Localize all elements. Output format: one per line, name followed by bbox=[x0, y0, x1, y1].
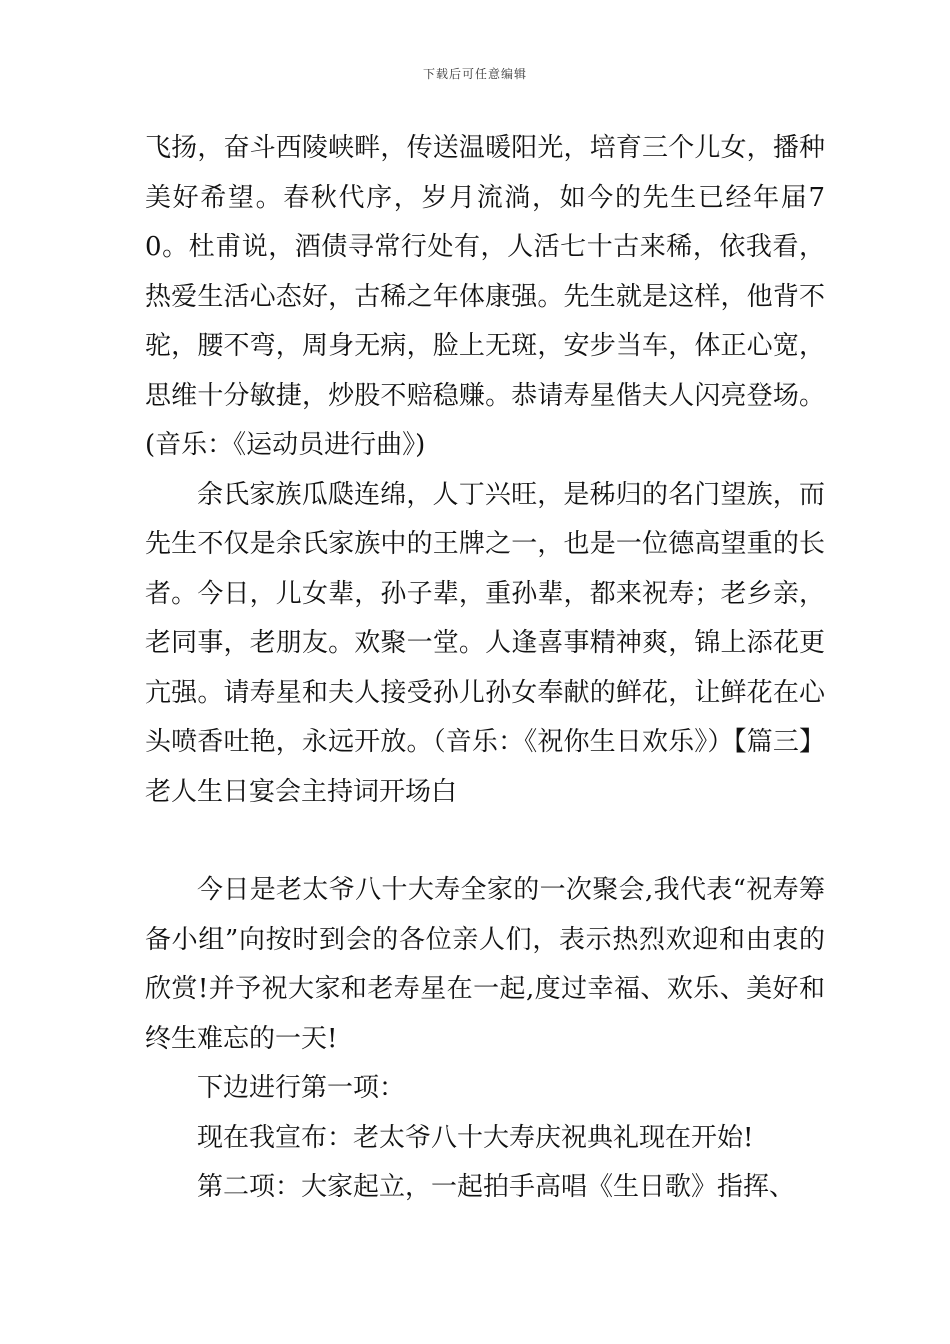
document-body bbox=[145, 124, 825, 1213]
paragraph-3: 今日是老太爷八十大寿全家的一次聚会,我代表“祝寿筹备小组”向按时到会的各位亲人们，表示热烈欢迎和由衷的欣赏!并予祝大家和老寿星在一起,度过幸福、欢乐、美好和终生难忘的一天! bbox=[145, 875, 825, 1054]
paragraph-1: 飞扬，奋斗西陵峡畔，传送温暖阳光，培育三个儿女，播种美好希望。春秋代序，岁月流淌，如今的先生已经年届70。杜甫说，酒债寻常行处有，人活七十古来稀，依我看，热爱生活心态好，古稀之年体康强。先生就是这样，他背不驼，腰不弯，周身无病，脸上无斑，安步当车，体正心宽，思维十分敏捷，炒股不赔稳赚。恭请寿星偕夫人闪亮登场。(音乐：《运动员进行曲》) bbox=[145, 133, 825, 460]
paragraph-2: 余氏家族瓜瓞连绵，人丁兴旺，是秭归的名门望族，而先生不仅是余氏家族中的王牌之一，也是一位德高望重的长者。今日，儿女辈，孙子辈，重孙辈，都来祝寿；老乡亲，老同事，老朋友。欢聚一堂。人逢喜事精神爽，锦上添花更亢强。请寿星和夫人接受孙儿孙女奉献的鲜花，让鲜花在心头喷香吐艳，永远开放。（音乐：《祝你生日欢乐》）【篇三】老人生日宴会主持词开场白 bbox=[145, 479, 825, 807]
paragraph-4: 下边进行第一项： bbox=[197, 1073, 406, 1103]
page-header: 下载后可任意编辑 bbox=[422, 67, 527, 81]
paragraph-gap bbox=[145, 817, 825, 866]
paragraph-5: 现在我宣布：老太爷八十大寿庆祝典礼现在开始! bbox=[197, 1122, 754, 1153]
paragraph-6: 第二项：大家起立，一起拍手高唱《生日歌》指挥、 bbox=[197, 1172, 796, 1202]
